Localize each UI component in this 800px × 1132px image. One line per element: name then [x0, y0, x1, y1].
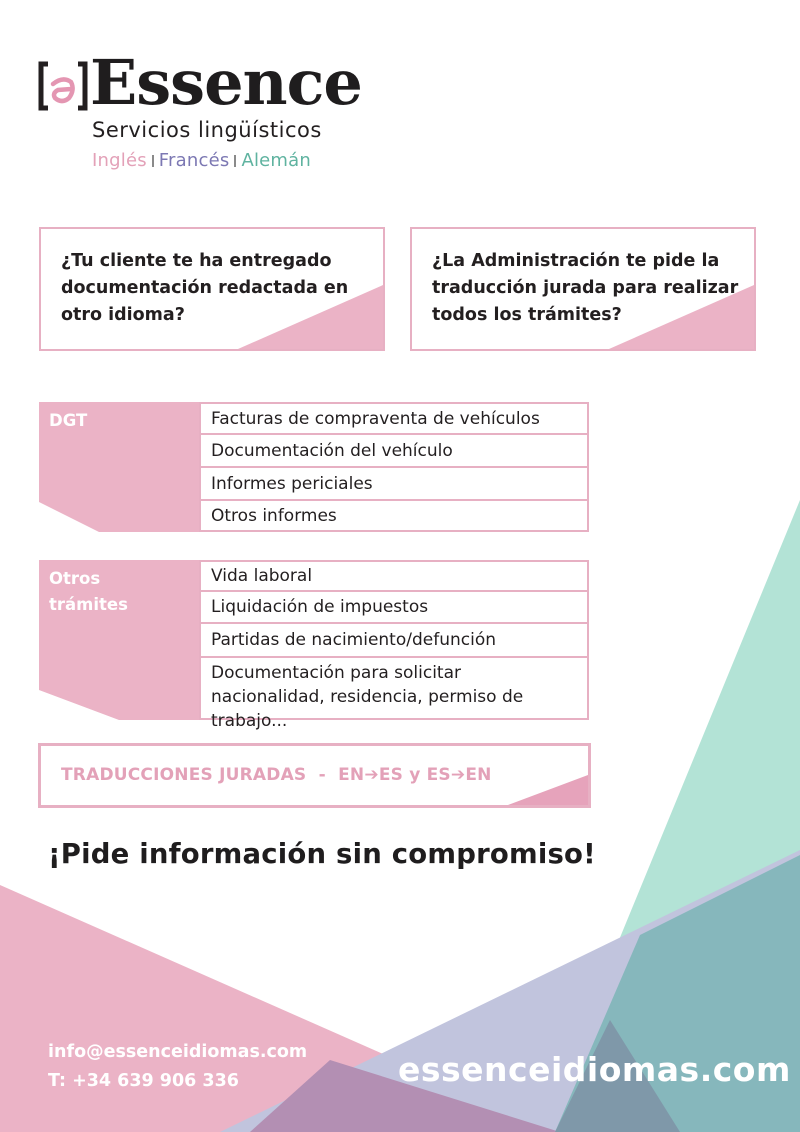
contact-info [48, 1038, 307, 1096]
list-item: Partidas de nacimiento/defunción [201, 624, 587, 658]
list-item: Facturas de compraventa de vehículos [201, 404, 587, 435]
question-text: ¿Tu cliente te ha entregado documentación redactada en otro idioma? [61, 251, 349, 325]
list-item: Documentación para solicitar nacionalidad, residencia, permiso de trabajo... [211, 663, 524, 731]
list-item: Vida laboral [201, 562, 587, 592]
language-code: EN [338, 765, 365, 785]
schwa-bracket-icon [38, 60, 88, 112]
section-label: Otros trámites [49, 569, 128, 614]
phone-number[interactable]: T: +34 639 906 336 [48, 1071, 239, 1091]
question-box-client [39, 227, 385, 351]
right-arrow-icon: ➔ [450, 765, 466, 785]
language-divider [234, 155, 236, 167]
banner-text [61, 765, 492, 785]
language-english: Inglés [92, 150, 147, 171]
section-dgt [39, 402, 591, 532]
language-list [92, 150, 311, 171]
language-french: Francés [158, 150, 230, 171]
email-link[interactable]: info@essenceidiomas.com [48, 1042, 308, 1062]
section-item-list [199, 560, 589, 731]
list-item: Liquidación de impuestos [201, 592, 587, 624]
website-link[interactable]: essenceidiomas.com [398, 1050, 791, 1089]
sworn-translations-banner [38, 743, 591, 808]
question-text: ¿La Administración te pide la traducción jurada para realizar todos los trámites? [432, 251, 739, 325]
list-item: Otros informes [211, 505, 337, 526]
language-code: ES [378, 765, 404, 785]
section-label: DGT [49, 411, 88, 430]
section-otros-tramites [39, 560, 591, 731]
call-to-action: ¡Pide información sin compromiso! [48, 838, 596, 870]
right-arrow-icon: ➔ [364, 765, 379, 785]
brand-logo [38, 46, 438, 180]
list-item: Documentación del vehículo [201, 435, 587, 468]
language-german: Alemán [241, 150, 311, 171]
language-divider [152, 155, 154, 167]
brand-subtitle: Servicios lingüísticos [92, 118, 322, 142]
question-box-administration [410, 227, 756, 351]
language-code: ES [426, 765, 451, 785]
banner-prefix: TRADUCCIONES JURADAS - [61, 765, 339, 785]
list-item: Informes periciales [201, 468, 587, 501]
section-item-list [199, 402, 589, 532]
language-code: EN [465, 765, 492, 785]
brand-wordmark: Essence [90, 46, 362, 119]
pink-corner-shape [508, 775, 588, 805]
banner-connector: y [403, 765, 427, 785]
